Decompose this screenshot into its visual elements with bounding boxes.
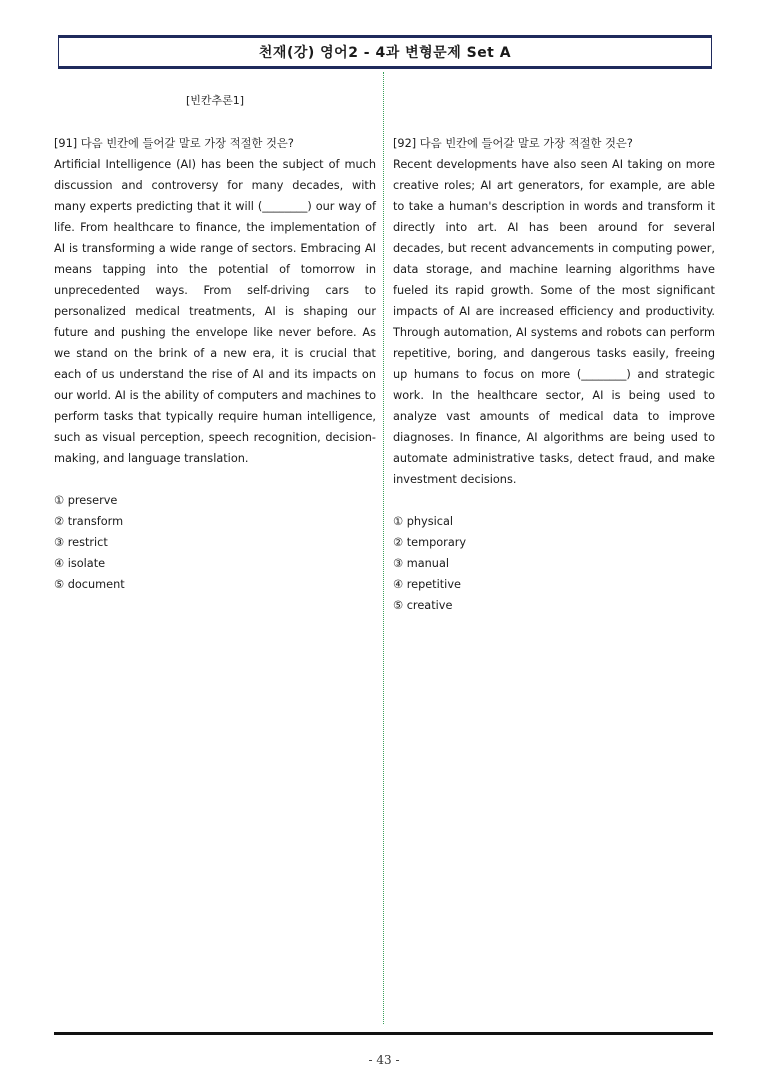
- choice-4: ④ isolate: [54, 557, 106, 570]
- choice-1: ① preserve: [54, 494, 118, 507]
- choice-3: ③ restrict: [54, 536, 108, 549]
- section-label: [빈칸추론1]: [185, 94, 245, 107]
- choice-3: ③ manual: [393, 557, 450, 570]
- choice-list: [54, 490, 376, 595]
- footer-rule: [54, 1032, 713, 1035]
- question-92: [393, 133, 715, 616]
- choice-1: ① physical: [393, 515, 454, 528]
- choice-2: ② transform: [54, 515, 124, 528]
- title-box: [58, 35, 712, 69]
- question-91: [54, 133, 376, 595]
- question-prompt: [91] 다음 빈칸에 들어갈 말로 가장 적절한 것은?: [54, 137, 294, 150]
- choice-2: ② temporary: [393, 536, 467, 549]
- choice-list: [393, 511, 715, 616]
- question-prompt: [92] 다음 빈칸에 들어갈 말로 가장 적절한 것은?: [393, 137, 633, 150]
- choice-5: ⑤ creative: [393, 599, 453, 612]
- page-number: - 43 -: [368, 1053, 400, 1067]
- choice-4: ④ repetitive: [393, 578, 461, 591]
- page-title: 천재(강) 영어2 - 4과 변형문제 Set A: [258, 45, 512, 61]
- question-passage: Artificial Intelligence (AI) has been the subject of much discussion and controversy for many decades, with many experts predicting that it will (________) our way of life. From healthcare to finance, the implementation of AI is transforming a wide range of sectors. Embracing AI means tapping into the potential of tomorrow in unprecedented ways. From self-driving cars to personalized medical treatments, AI is shaping our future and pushing the envelope like never before. As we stand on the brink of a new era, it is crucial that each of us understand the rise of AI and its impacts on our world. AI is the ability of computers and machines to perform tasks that typically require human intelligence, such as visual perception, speech recognition, decision-making, and language translation.: [54, 158, 376, 465]
- choice-5: ⑤ document: [54, 578, 125, 591]
- column-divider: [383, 72, 384, 1024]
- question-passage: Recent developments have also seen AI taking on more creative roles; AI art generators, for example, are able to take a human's description in words and transform it directly into art. AI has been around for several decades, but recent advancements in computing power, data storage, and machine learning algorithms have fueled its rapid growth. Some of the most significant impacts of AI are increased efficiency and productivity. Through automation, AI systems and robots can perform repetitive, boring, and dangerous tasks easily, freeing up humans to focus on more (________) and strategic work. In the healthcare sector, AI is being used to analyze vast amounts of medical data to improve diagnoses. In finance, AI algorithms are being used to automate administrative tasks, detect fraud, and make investment decisions.: [393, 158, 715, 486]
